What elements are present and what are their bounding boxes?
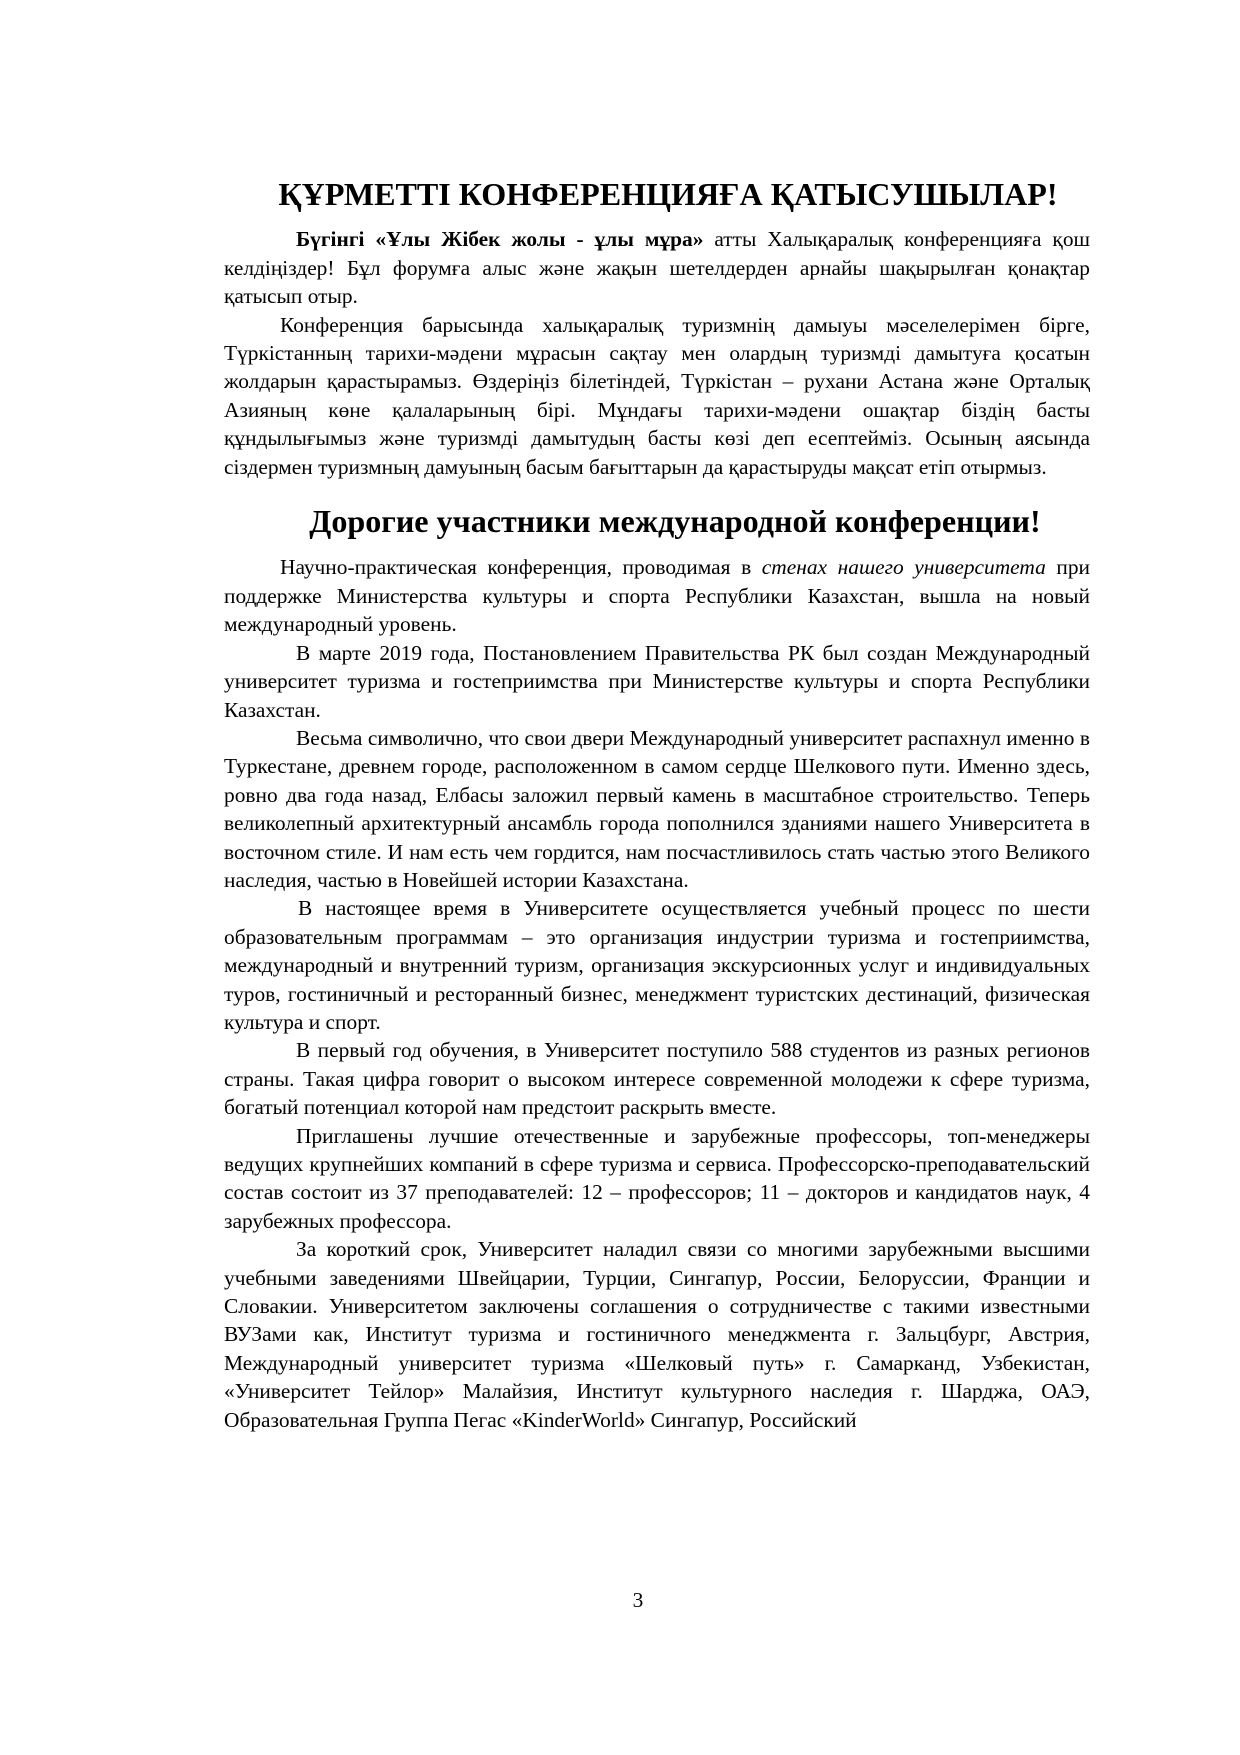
page-number: 3 xyxy=(632,1588,644,1612)
page-content xyxy=(224,176,1090,1434)
russian-paragraph-1-start: Научно-практическая конференция, проводимая в xyxy=(280,555,762,580)
russian-paragraph-7: За короткий срок, Университет наладил связи со многими зарубежными высшими учебными заведениями Швейцарии, Турции, Сингапур, России, Белоруссии, Франции и Словакии. Университетом заключены соглашения о сотрудничестве с такими известными ВУЗами как, Институт туризма и гостиничного менеджмента г. Зальцбург, Австрия, Международный университет туризма «Шелковый путь» г. Самарканд, Узбекистан, «Университет Тейлор» Малайзия, Институт культурного наследия г. Шарджа, ОАЭ, Образовательная Группа Пегас «KinderWorld» Сингапур, Российский xyxy=(224,1237,1090,1432)
kazakh-paragraph-1-rest: атты Халықаралық конференцияға қош келдіңіздер! Бұл форумға алыс және жақын шетелдерден арнайы шақырылған қонақтар қатысып отыр. xyxy=(224,227,1090,309)
russian-paragraph-6: Приглашены лучшие отечественные и зарубежные профессоры, топ-менеджеры ведущих крупнейших компаний в сфере туризма и сервиса. Профессорско-преподавательский состав состоит из 37 преподавателей: 12 – профессоров; 11 – докторов и кандидатов наук, 4 зарубежных профессора. xyxy=(224,1123,1090,1233)
russian-paragraph-1 xyxy=(224,553,1090,638)
russian-paragraph-4: В настоящее время в Университете осуществляется учебный процесс по шести образовательным программам – это организация индустрии туризма и гостеприимства, международный и внутренний туризм, организация экскурсионных услуг и индивидуальных туров, гостиничный и ресторанный бизнес, менеджмент туристских дестинаций, физическая культура и спорт. xyxy=(224,896,1090,1034)
russian-paragraph-2: В марте 2019 года, Постановлением Правительства РК был создан Международный университет туризма и гостеприимства при Министерстве культуры и спорта Республики Казахстан. xyxy=(224,640,1090,722)
forum-title-bold: Бүгінгі «Ұлы Жібек жолы - ұлы мұра» xyxy=(296,227,704,252)
russian-heading: Дорогие участники международной конференции! xyxy=(309,503,1041,540)
kazakh-paragraph-2: Конференция барысында халықаралық туризмнің дамыуы мәселелерімен бірге, Түркістанның тарихи-мәдени мұрасын сақтау мен олардың туризмді дамытуға қосатын жолдарын қарастырамыз. Өздеріңіз білетіндей, Түркістан – рухани Астана және Орталық Азияның көне қалаларының бірі. Мұндағы тарихи-мәдени ошақтар біздің басты құндылығымыз және туризмді дамытудың басты көзі деп есептейміз. Осының аясында сіздермен туризмның дамуының басым бағыттарын да қарастыруды мақсат етіп отырмыз. xyxy=(224,312,1090,479)
russian-paragraph-5: В первый год обучения, в Университет поступило 588 студентов из разных регионов страны. Такая цифра говорит о высоком интересе современной молодежи к сфере туризма, богатый потенциал которой нам предстоит раскрыть вместе. xyxy=(224,1038,1090,1120)
kazakh-paragraph-1 xyxy=(224,225,1090,310)
russian-paragraph-3: Весьма символично, что свои двери Международный университет распахнул именно в Туркестане, древнем городе, расположенном в самом сердце Шелкового пути. Именно здесь, ровно два года назад, Елбасы заложил первый камень в масштабное строительство. Теперь великолепный архитектурный ансамбль города пополнился зданиями нашего Университета в восточном стиле. И нам есть чем гордится, нам посчастливилось стать частью этого Великого наследия, частью в Новейшей истории Казахстана. xyxy=(224,725,1090,892)
russian-paragraph-1-end: при поддержке Министерства культуры и спорта Республики Казахстан, вышла на новый международный уровень. xyxy=(224,555,1090,637)
kazakh-heading: ҚҰРМЕТТІ КОНФЕРЕНЦИЯҒА ҚАТЫСУШЫЛАР! xyxy=(278,176,1058,212)
russian-paragraph-1-italic: стенах нашего университета xyxy=(761,555,1046,580)
